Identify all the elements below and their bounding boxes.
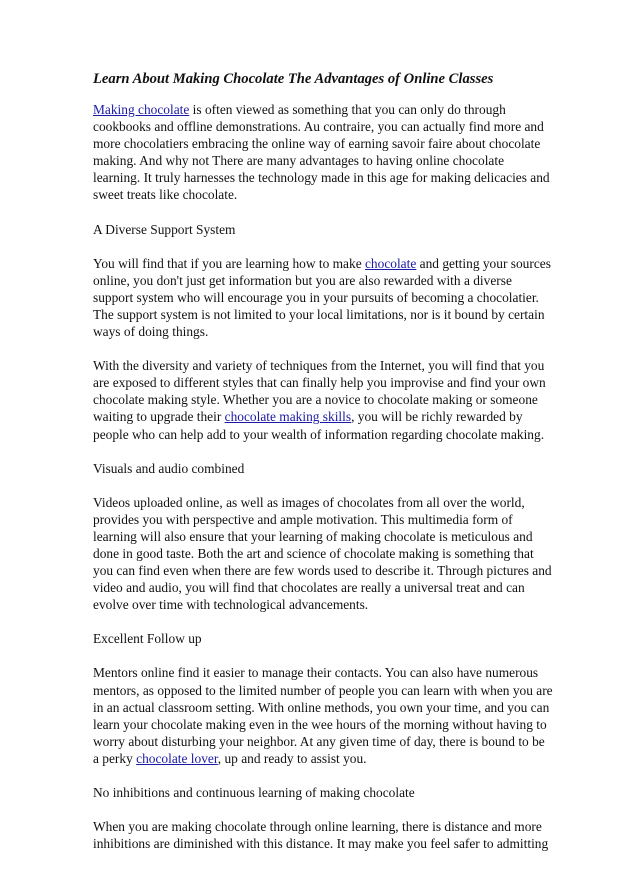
section-heading-support: A Diverse Support System — [93, 221, 236, 237]
diversity-paragraph — [93, 357, 553, 442]
follow-up-paragraph-text-end: , up and ready to assist you. — [217, 750, 367, 766]
intro-paragraph-text: is often viewed as something that you can only do through cookbooks and offline demonstrations. Au contraire, you can actually find more and more chocolatiers embracing the online way of earning savoir faire about chocolate making. And why not There are many advantages to having online chocolate learning. It truly harnesses the technology made in this age for making delicacies and sweet treats like chocolate. — [93, 102, 550, 203]
chocolate-link[interactable]: chocolate — [364, 255, 417, 271]
section-heading-follow-up: Excellent Follow up — [93, 631, 202, 647]
follow-up-paragraph-text-start: Mentors online find it easier to manage their contacts. You can also have numerous mentors, as opposed to the limited number of people you can learn with when you are in an actual classroom setting. With online methods, you own your time, and you can learn your chocolate making even in the wee hours of the morning without having to worry about disturbing your neighbor. At any given time of day, there is bound to be a perky — [93, 665, 553, 766]
support-paragraph-text-end: and getting your sources online, you don't just get information but you are also rewarded with a diverse support system who will encourage you in your pursuits of becoming a chocolatier. The support system is not limited to your local limitations, nor is it bound by certain ways of doing things. — [93, 255, 551, 340]
section-heading-visuals: Visuals and audio combined — [93, 460, 245, 476]
document-page — [93, 70, 553, 869]
chocolate-lover-link[interactable]: chocolate lover — [136, 750, 218, 766]
follow-up-paragraph — [93, 664, 553, 767]
document-title: Learn About Making Chocolate The Advantages of Online Classes — [93, 71, 494, 87]
support-paragraph — [93, 255, 553, 340]
visuals-paragraph: Videos uploaded online, as well as images of chocolates from all over the world, provides you with perspective and ample motivation. This multimedia form of learning will also ensure that your learning of making chocolate is meticulous and done in good taste. Both the art and science of chocolate making is something that you can find even when there are few words used to describe it. Through pictures and video and audio, you will find that chocolates are really a universal treat and can evolve over time with technological advancements. — [93, 494, 552, 613]
diversity-paragraph-text-end: , you will be richly rewarded by people who can help add to your wealth of information regarding chocolate making. — [93, 409, 545, 442]
support-paragraph-text-start: You will find that if you are learning how to make — [93, 255, 365, 271]
section-heading-inhibitions: No inhibitions and continuous learning of making chocolate — [93, 785, 415, 800]
chocolate-making-skills-link[interactable]: chocolate making skills — [224, 409, 352, 425]
inhibitions-paragraph: When you are making chocolate through online learning, there is distance and more inhibitions are diminished with this distance. It may make you feel safer to admitting — [93, 819, 549, 852]
diversity-paragraph-text-start: With the diversity and variety of techniques from the Internet, you will find that you are exposed to different styles that can finally help you improvise and find your own chocolate making style. Whether you are a novice to chocolate making or someone waiting to upgrade their — [93, 358, 546, 425]
making-chocolate-link[interactable]: Making chocolate — [93, 102, 190, 117]
intro-paragraph — [93, 101, 553, 204]
